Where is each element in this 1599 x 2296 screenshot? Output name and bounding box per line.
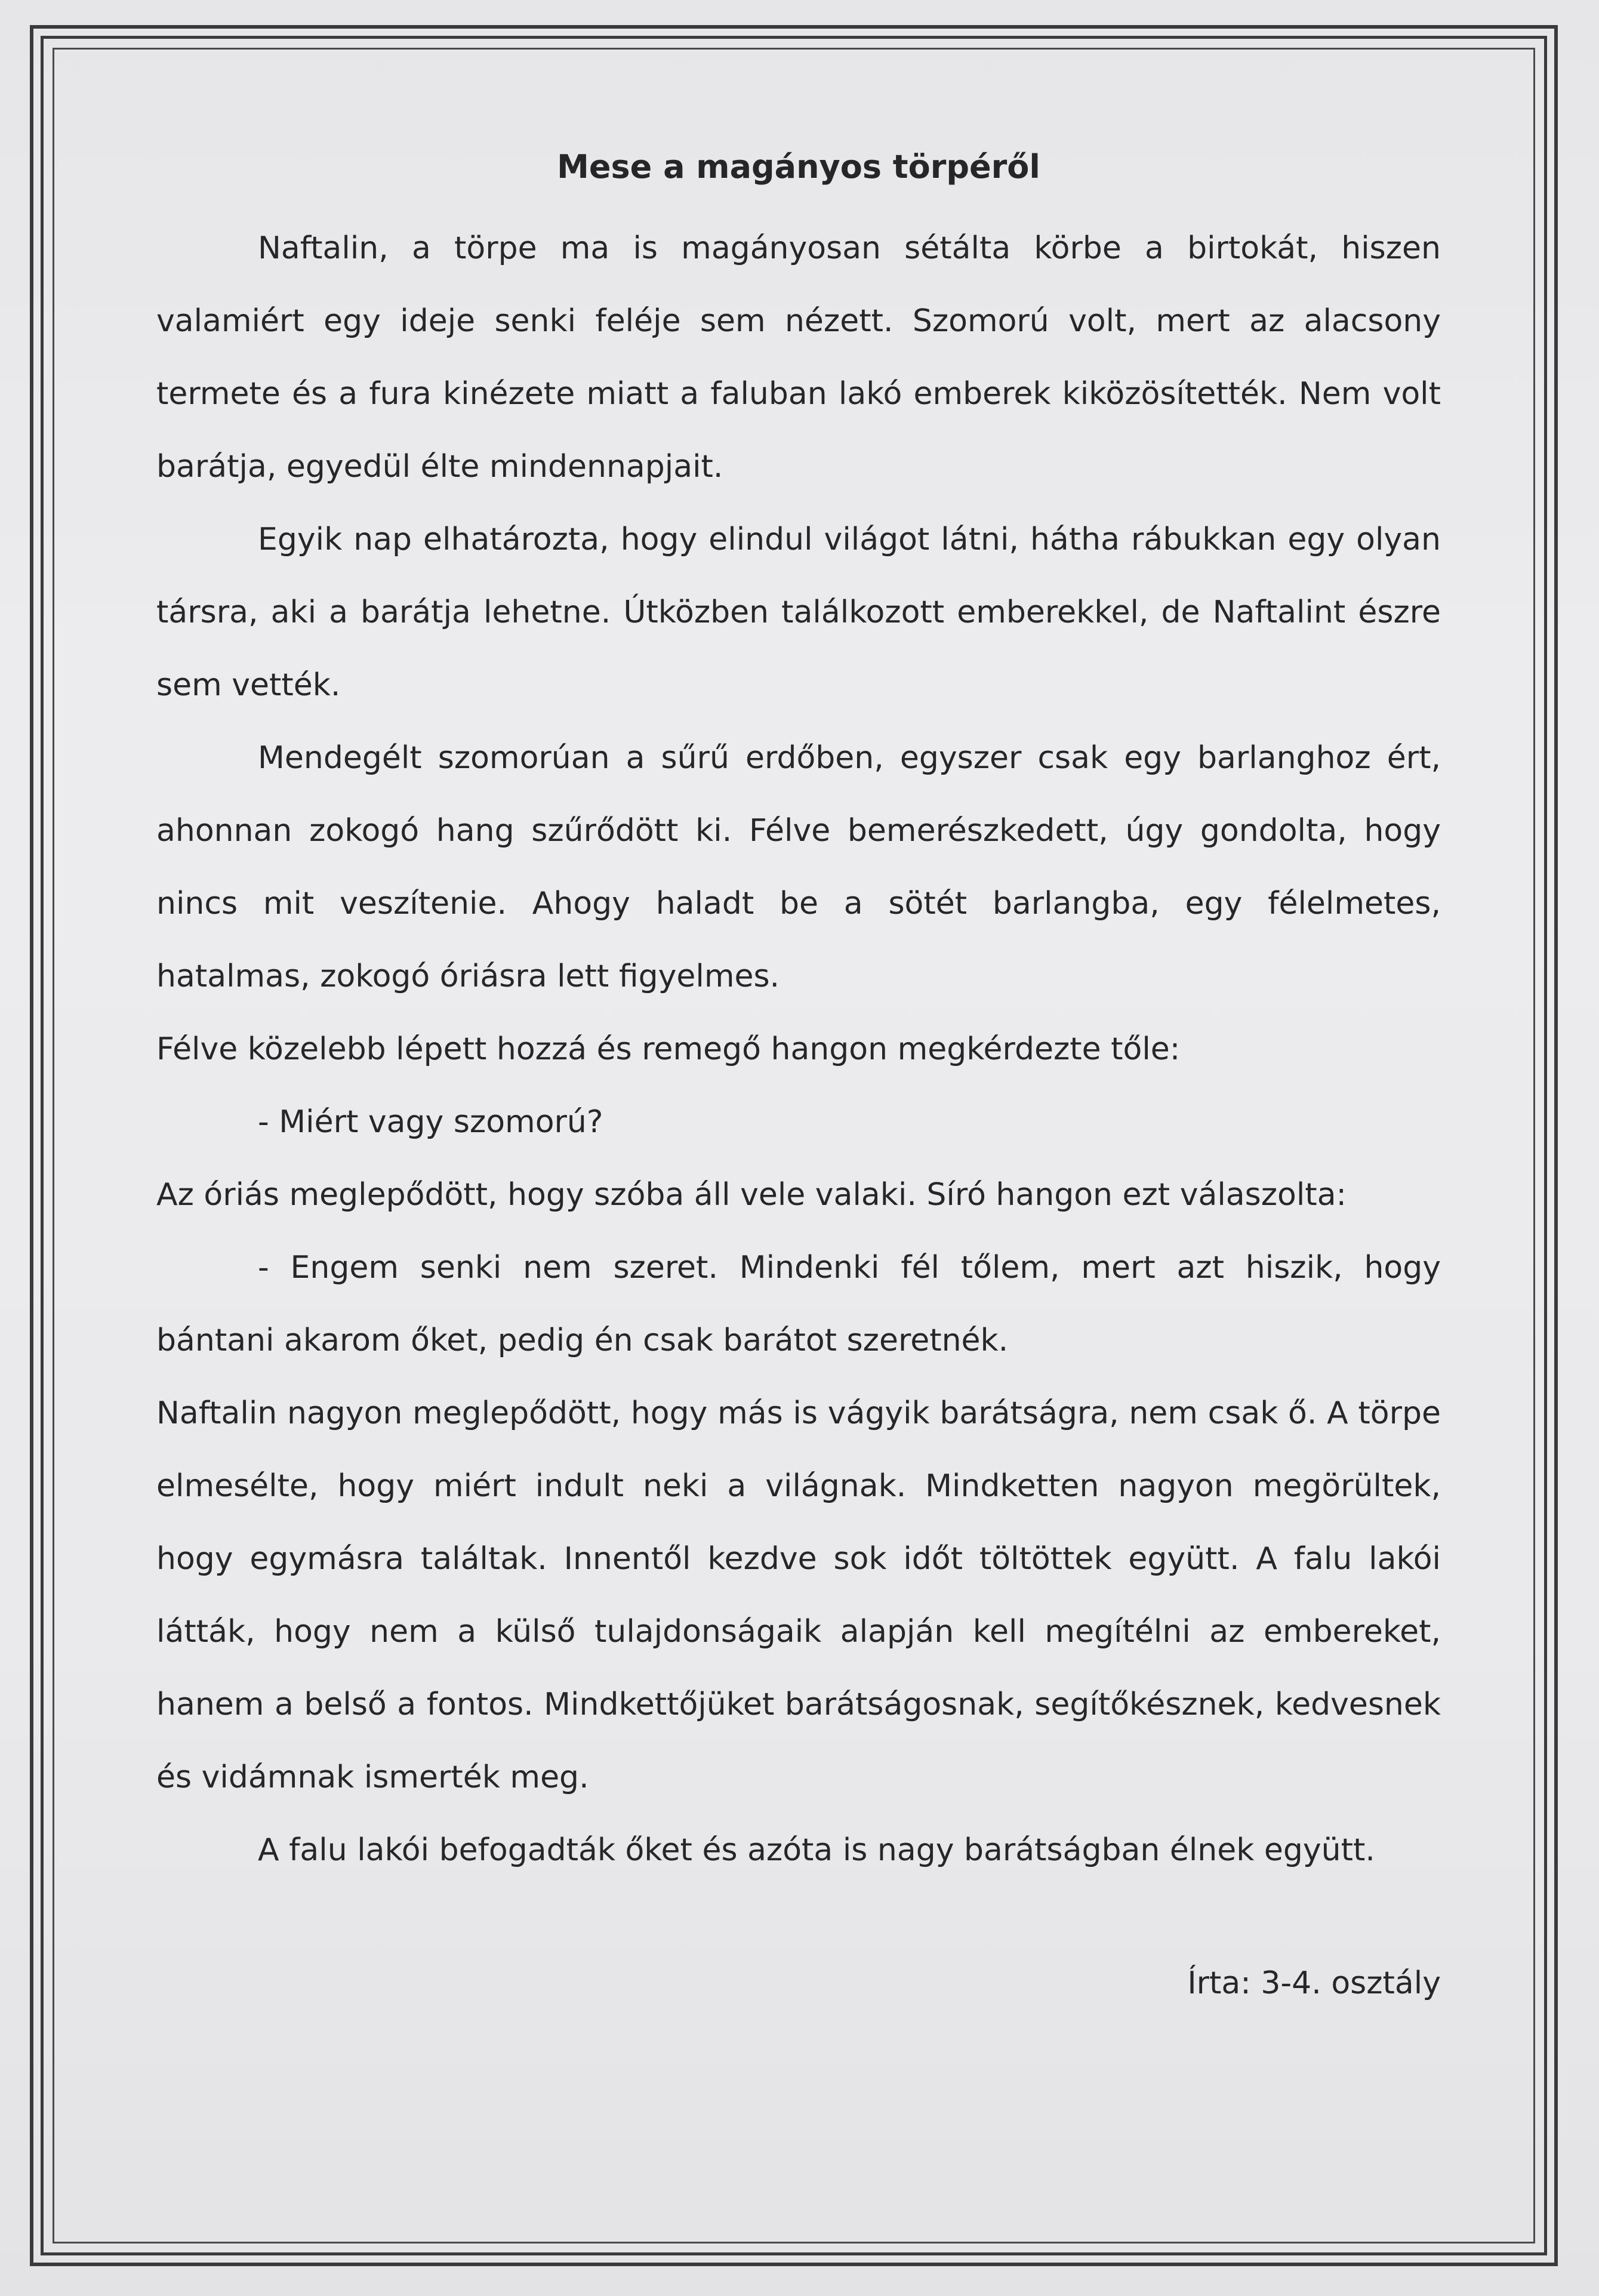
document-title: Mese a magányos törpéről: [557, 148, 1040, 186]
paragraph-6: Az óriás meglepődött, hogy szóba áll vele valaki. Síró hangon ezt válaszolta:: [156, 1177, 1347, 1213]
dialogue-question: - Miért vagy szomorú?: [258, 1104, 603, 1140]
paragraph-1: Naftalin, a törpe ma is magányosan sétálta körbe a birtokát, hiszen valamiért egy ideje senki feléje sem nézett. Szomorú volt, mert az alacsony termete és a fura kinézete miatt a faluban lakó emberek kiközösítették. Nem volt barátja, egyedül élte mindennapjait.: [156, 230, 1441, 485]
dialogue-answer: - Engem senki nem szeret. Mindenki fél tőlem, mert azt hiszik, hogy bántani akarom őket, pedig én csak barátot szeretnék.: [156, 1250, 1441, 1358]
document-body: [156, 146, 1441, 2001]
paragraph-2: Egyik nap elhatározta, hogy elindul világot látni, hátha rábukkan egy olyan társra, aki a barátja lehetne. Útközben találkozott emberekkel, de Naftalint észre sem vették.: [156, 522, 1441, 703]
paragraph-3: Mendegélt szomorúan a sűrű erdőben, egyszer csak egy barlanghoz ért, ahonnan zokogó hang szűrődött ki. Félve bemerészkedett, úgy gondolta, hogy nincs mit veszítenie. Ahogy haladt be a sötét barlangba, egy félelmetes, hatalmas, zokogó óriásra lett figyelmes.: [156, 740, 1441, 994]
paragraph-9: A falu lakói befogadták őket és azóta is nagy barátságban élnek együtt.: [258, 1832, 1375, 1868]
paragraph-8: Naftalin nagyon meglepődött, hogy más is vágyik barátságra, nem csak ő. A törpe elmesélte, hogy miért indult neki a világnak. Mindketten nagyon megörültek, hogy egymásra találtak. Innentől kezdve sok időt töltöttek együtt. A falu lakói látták, hogy nem a külső tulajdonságaik alapján kell megítélni az embereket, hanem a belső a fontos. Mindkettőjüket barátságosnak, segítőkésznek, kedvesnek és vidámnak ismerték meg.: [156, 1395, 1441, 1795]
paragraph-4: Félve közelebb lépett hozzá és remegő hangon megkérdezte tőle:: [156, 1031, 1181, 1067]
author-signature: Írta: 3-4. osztály: [1187, 1965, 1441, 2001]
